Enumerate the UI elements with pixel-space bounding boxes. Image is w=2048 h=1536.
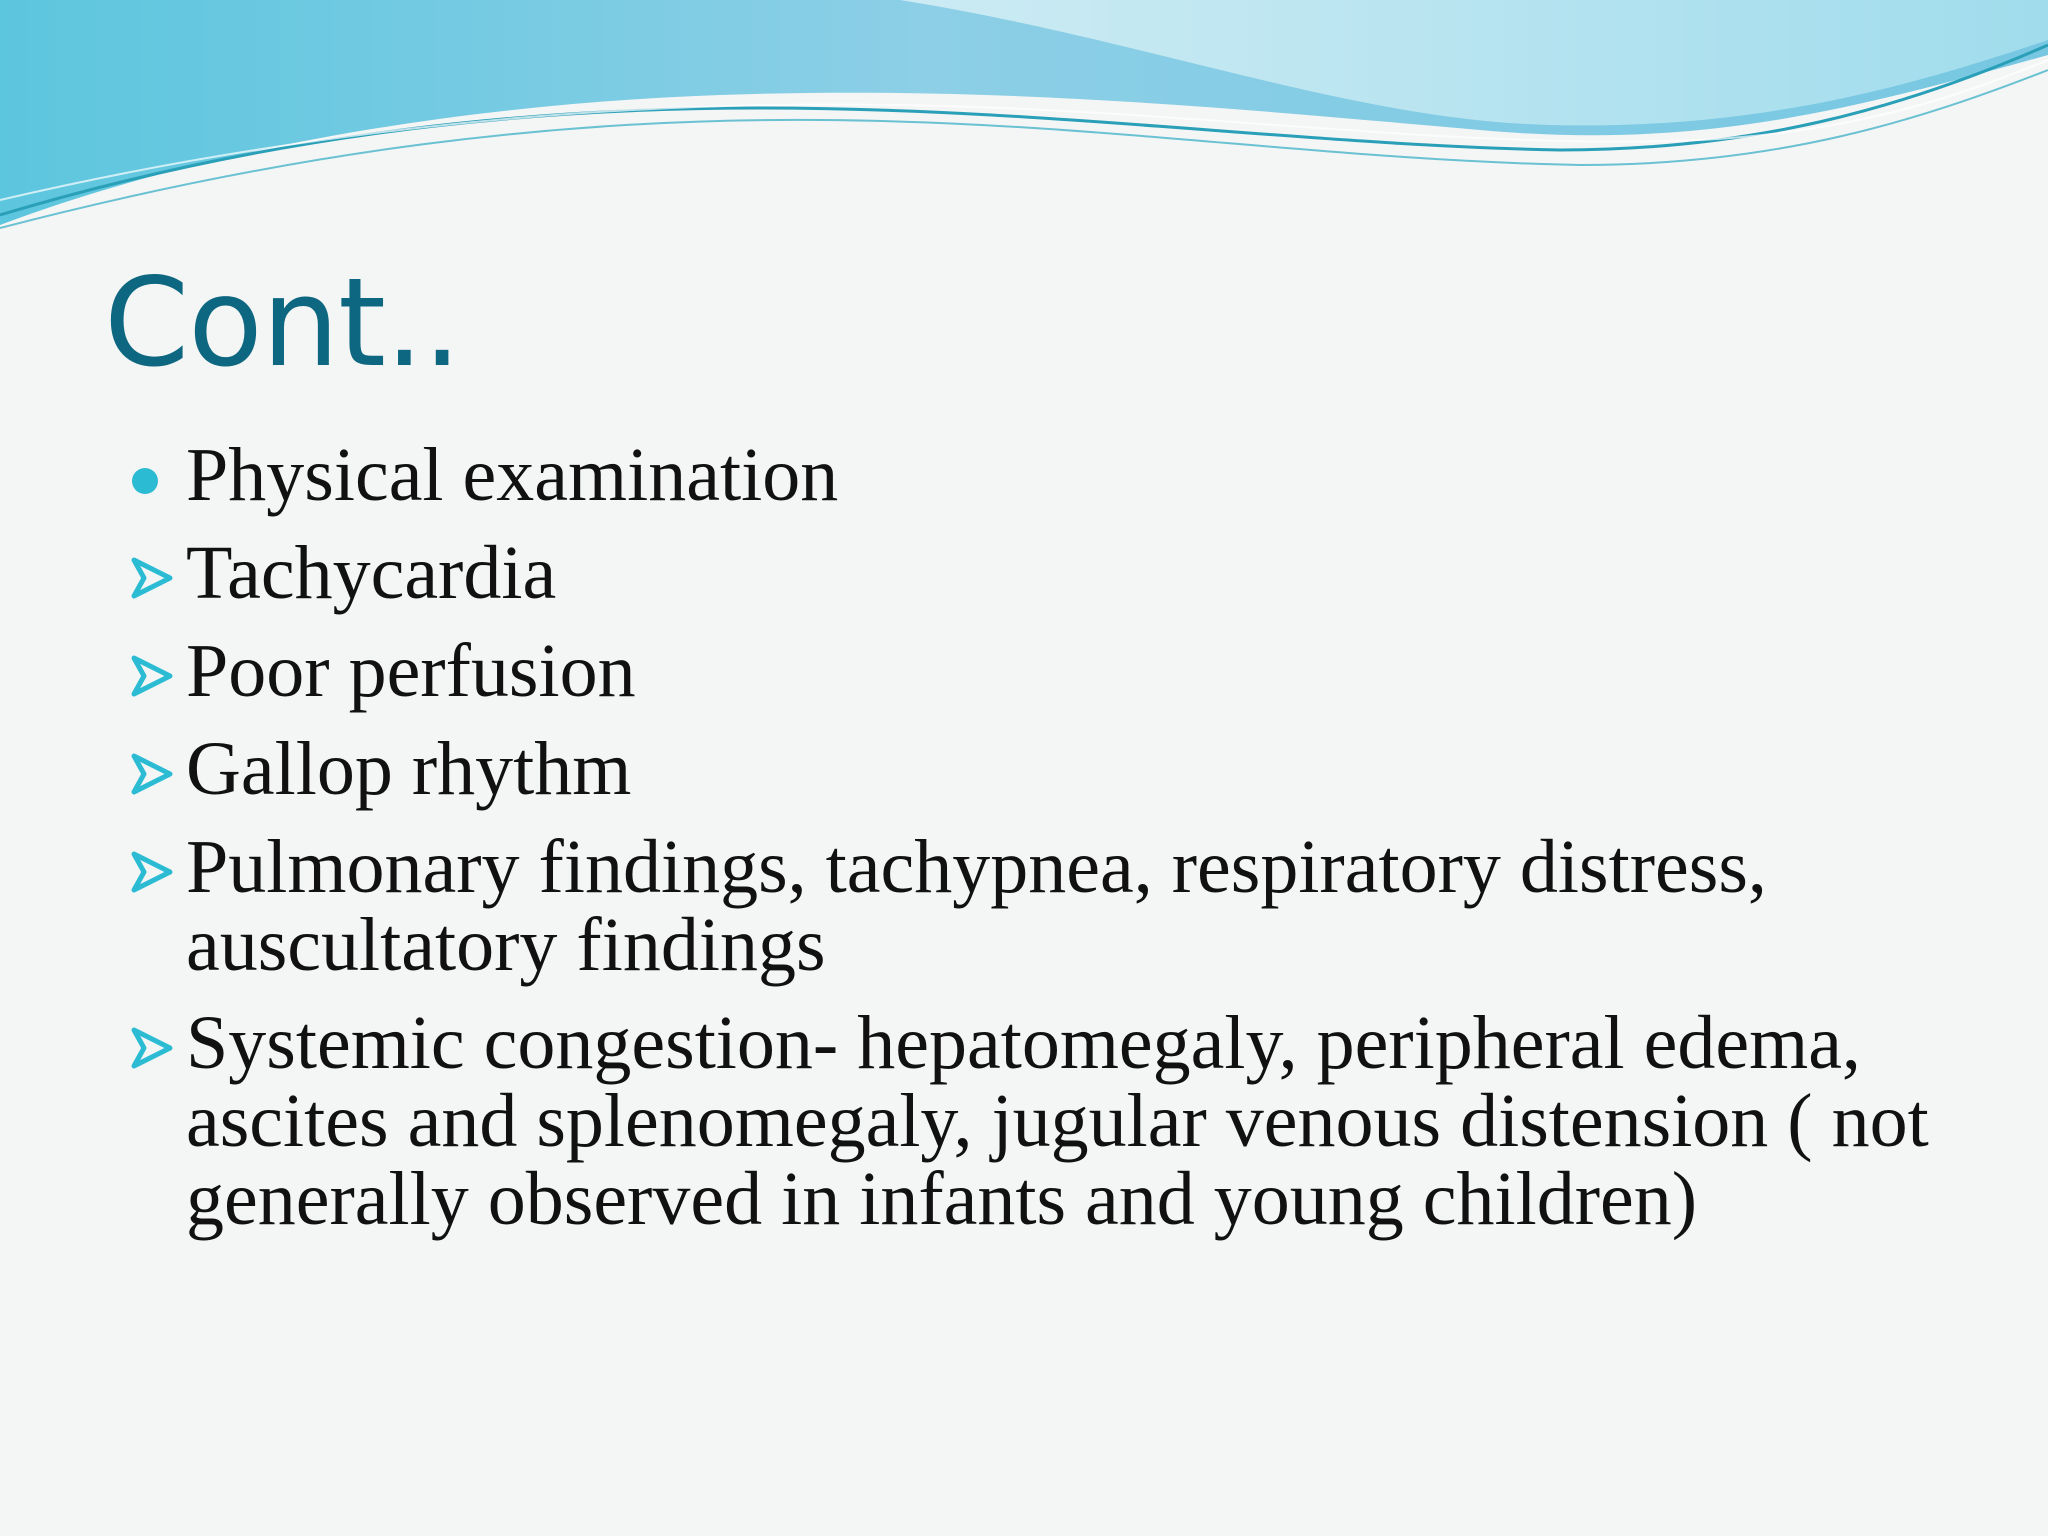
- bullet-text: Tachycardia: [186, 531, 557, 615]
- bullet-text: Systemic congestion- hepatomegaly, peripheral edema, ascites and splenomegaly, jugular venous distension ( not generally observed in infants and young children): [186, 1001, 1929, 1241]
- slide-title: Cont..: [104, 252, 461, 394]
- bullet-text: Poor perfusion: [186, 629, 636, 713]
- list-item: [130, 531, 2010, 615]
- list-item: [130, 629, 2010, 713]
- dot-bullet-icon: [132, 468, 158, 494]
- arrow-bullet-icon: [130, 752, 174, 796]
- bullet-text: Pulmonary findings, tachypnea, respiratory distress, auscultatory findings: [186, 825, 1767, 987]
- header-wave-decoration: [0, 0, 2048, 260]
- bullet-list: [130, 433, 2010, 1258]
- arrow-bullet-icon: [130, 556, 174, 600]
- list-item: [130, 433, 2010, 517]
- arrow-bullet-icon: [130, 654, 174, 698]
- bullet-text: Gallop rhythm: [186, 727, 632, 811]
- arrow-bullet-icon: [130, 850, 174, 894]
- arrow-bullet-icon: [130, 1026, 174, 1070]
- list-item: [130, 727, 2010, 811]
- bullet-text: Physical examination: [186, 433, 839, 517]
- list-item: [130, 825, 2010, 987]
- list-item: [130, 1001, 2010, 1241]
